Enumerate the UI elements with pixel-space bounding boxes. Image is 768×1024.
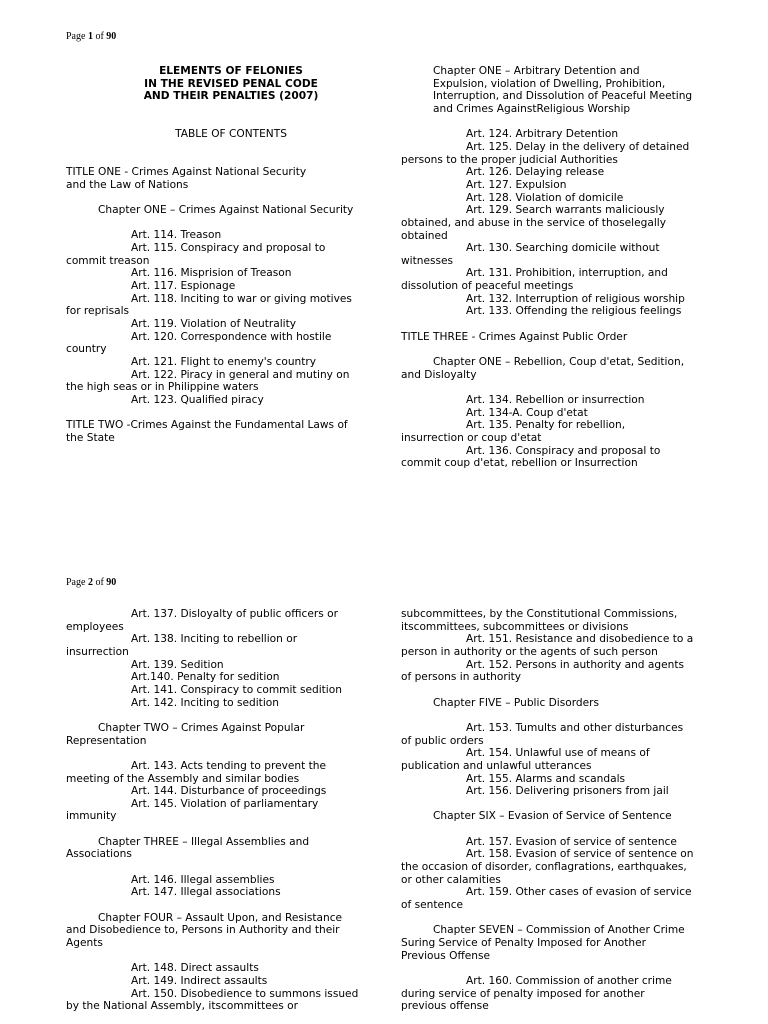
toc-line: Chapter ONE – Arbitrary Detention and	[433, 65, 640, 77]
toc-line: TITLE TWO -Crimes Against the Fundamental Laws of	[66, 419, 348, 432]
toc-line: Chapter FOUR – Assault Upon, and Resistance	[98, 911, 343, 924]
toc-line: Art. 122. Piracy in general and mutiny on	[131, 368, 350, 381]
toc-line: AND THEIR PENALTIES (2007)	[143, 90, 319, 103]
line-gap	[66, 141, 396, 154]
toc-line: Art. 151. Resistance and disobedience to a	[466, 633, 694, 646]
toc-line: and Crimes AgainstReligious Worship	[433, 102, 631, 115]
toc-line: subcommittees, by the Constitutional Commissions,	[401, 608, 678, 620]
toc-line: itscommittees, subcommittees or divisions	[401, 620, 629, 633]
toc-line: Art. 144. Disturbance of proceedings	[131, 785, 327, 798]
line-gap	[66, 950, 396, 963]
toc-line: Art.140. Penalty for sedition	[131, 671, 280, 684]
toc-line: and Disobedience to, Persons in Authority and their	[66, 924, 340, 937]
toc-line: Art. 134-A. Coup d'etat	[466, 406, 588, 419]
toc-line: Art. 156. Delivering prisoners from jail	[466, 785, 669, 798]
toc-line: Art. 141. Conspiracy to commit sedition	[131, 683, 342, 696]
left-column	[66, 608, 396, 1013]
toc-line: and Disloyalty	[401, 368, 477, 381]
line-gap	[401, 116, 721, 129]
toc-line: obtained	[401, 229, 448, 242]
toc-line: Art. 117. Espionage	[131, 280, 236, 293]
line-gap	[401, 684, 721, 697]
toc-line: Agents	[66, 936, 103, 949]
line-gap	[401, 912, 721, 925]
line-gap	[401, 962, 721, 975]
line-gap	[401, 823, 721, 836]
toc-line: immunity	[66, 810, 117, 823]
toc-line: employees	[66, 620, 124, 633]
toc-line: of public orders	[401, 734, 484, 747]
toc-line: Art. 136. Conspiracy and proposal to	[466, 444, 661, 457]
toc-line: publication and unlawful utterances	[401, 759, 592, 772]
page-number-label: Page 2 of 90	[66, 577, 117, 588]
toc-line: insurrection or coup d'etat	[401, 431, 542, 444]
toc-line: meeting of the Assembly and similar bodies	[66, 772, 300, 785]
toc-line: previous offense	[401, 1000, 489, 1013]
line-gap	[66, 103, 396, 116]
toc-line: Art. 137. Disloyalty of public officers or	[131, 608, 338, 620]
toc-line: Art. 143. Acts tending to prevent the	[131, 759, 327, 772]
toc-line: Representation	[66, 734, 147, 747]
line-gap	[66, 154, 396, 167]
document-page-2	[0, 560, 768, 1024]
toc-line: Suring Service of Penalty Imposed for Another	[401, 936, 647, 949]
toc-line: Art. 128. Violation of domicile	[466, 191, 624, 204]
toc-line: for reprisals	[66, 305, 130, 318]
line-gap	[401, 709, 721, 722]
toc-line: Art. 119. Violation of Neutrality	[131, 318, 297, 331]
toc-line: Art. 116. Misprision of Treason	[131, 267, 292, 280]
toc-line: Art. 123. Qualified piracy	[131, 393, 264, 406]
toc-line: or other calamities	[401, 873, 501, 886]
toc-line: TITLE ONE - Crimes Against National Security	[66, 166, 307, 179]
line-gap	[401, 318, 721, 331]
toc-line: during service of penalty imposed for another	[401, 987, 645, 1000]
toc-line: witnesses	[401, 254, 454, 267]
toc-line: obtained, and abuse in the service of thoselegally	[401, 216, 667, 229]
toc-line: Art. 148. Direct assaults	[131, 962, 259, 975]
toc-line: Art. 146. Illegal assemblies	[131, 873, 275, 886]
toc-line: insurrection	[66, 645, 129, 658]
toc-line: commit treason	[66, 254, 150, 267]
toc-line: Chapter TWO – Crimes Against Popular	[98, 721, 305, 734]
line-gap	[401, 798, 721, 811]
toc-line: country	[66, 343, 107, 356]
toc-line: Art. 134. Rebellion or insurrection	[466, 394, 645, 406]
toc-line: Art. 147. Illegal associations	[131, 886, 281, 899]
line-gap	[66, 823, 396, 836]
toc-line: Art. 120. Correspondence with hostile	[131, 330, 332, 343]
line-gap	[66, 116, 396, 129]
toc-line: Art. 154. Unlawful use of means of	[466, 747, 650, 760]
toc-line: Art. 126. Delaying release	[466, 166, 605, 179]
toc-line: Art. 133. Offending the religious feelings	[466, 305, 682, 318]
toc-line: Art. 138. Inciting to rebellion or	[131, 633, 298, 646]
toc-line: Art. 115. Conspiracy and proposal to	[131, 242, 326, 255]
toc-line: ELEMENTS OF FELONIES	[159, 65, 303, 77]
toc-line: Art. 127. Expulsion	[466, 178, 567, 191]
toc-line: and the Law of Nations	[66, 178, 189, 191]
toc-line: the high seas or in Philippine waters	[66, 381, 259, 394]
line-gap	[66, 407, 396, 420]
toc-line: Art. 131. Prohibition, interruption, and	[466, 267, 668, 280]
toc-line: commit coup d'etat, rebellion or Insurrection	[401, 457, 638, 470]
toc-line: Art. 158. Evasion of service of sentence on	[466, 848, 694, 861]
toc-line: persons to the proper judicial Authorities	[401, 153, 618, 166]
toc-line: of sentence	[401, 899, 464, 912]
toc-line: Interruption, and Dissolution of Peaceful Meeting	[433, 90, 693, 103]
toc-line: person in authority or the agents of such person	[401, 645, 658, 658]
toc-line: the occasion of disorder, conflagrations, earthquakes,	[401, 861, 687, 874]
left-column	[66, 65, 396, 445]
toc-line: Art. 159. Other cases of evasion of service	[466, 886, 692, 899]
line-gap	[66, 861, 396, 874]
toc-line: Art. 135. Penalty for rebellion,	[466, 419, 626, 432]
line-gap	[401, 343, 721, 356]
toc-line: Art. 145. Violation of parliamentary	[131, 797, 319, 810]
toc-line: Expulsion, violation of Dwelling, Prohibition,	[433, 77, 666, 90]
toc-line: TITLE THREE - Crimes Against Public Order	[401, 330, 628, 343]
page-number-label: Page 1 of 90	[66, 31, 117, 42]
toc-line: Previous Offense	[401, 949, 491, 962]
toc-line: Art. 149. Indirect assaults	[131, 974, 268, 987]
line-gap	[66, 747, 396, 760]
toc-line: by the National Assembly, itscommittees or	[66, 1000, 298, 1013]
toc-line: Art. 132. Interruption of religious worship	[466, 292, 685, 305]
toc-line: Art. 160. Commission of another crime	[466, 974, 672, 987]
toc-line: Art. 152. Persons in authority and agents	[466, 658, 685, 671]
toc-line: Chapter SIX – Evasion of Service of Sentence	[433, 810, 672, 823]
toc-line: Art. 121. Flight to enemy's country	[131, 356, 317, 368]
line-gap	[401, 381, 721, 394]
toc-line: Art. 124. Arbitrary Detention	[466, 128, 619, 141]
right-column	[401, 65, 721, 470]
toc-line: IN THE REVISED PENAL CODE	[144, 77, 318, 90]
toc-line: Art. 142. Inciting to sedition	[131, 696, 279, 709]
toc-line: Art. 114. Treason	[131, 229, 222, 242]
toc-line: Chapter ONE – Crimes Against National Security	[98, 204, 354, 217]
toc-line: Associations	[66, 848, 132, 861]
toc-line: Art. 139. Sedition	[131, 658, 224, 671]
right-column	[401, 608, 721, 1013]
toc-line: Chapter FIVE – Public Disorders	[433, 696, 600, 709]
toc-line: of persons in authority	[401, 671, 522, 684]
line-gap	[66, 709, 396, 722]
toc-line: Art. 153. Tumults and other disturbances	[466, 721, 684, 734]
line-gap	[66, 192, 396, 205]
line-gap	[66, 217, 396, 230]
line-gap	[66, 899, 396, 912]
toc-line: TABLE OF CONTENTS	[175, 128, 287, 141]
toc-line: Art. 125. Delay in the delivery of detained	[466, 140, 690, 153]
toc-line: the State	[66, 431, 115, 444]
toc-line: Art. 129. Search warrants maliciously	[466, 204, 665, 217]
toc-line: dissolution of peaceful meetings	[401, 280, 574, 293]
toc-line: Chapter THREE – Illegal Assemblies and	[98, 835, 310, 848]
toc-line: Chapter ONE – Rebellion, Coup d'etat, Sedition,	[433, 356, 685, 369]
toc-line: Chapter SEVEN – Commission of Another Crime	[433, 924, 685, 937]
toc-line: Art. 130. Searching domicile without	[466, 242, 660, 255]
toc-line: Art. 157. Evasion of service of sentence	[466, 835, 677, 848]
toc-line: Art. 155. Alarms and scandals	[466, 772, 626, 785]
toc-line: Art. 150. Disobedience to summons issued	[131, 987, 359, 1000]
toc-line: Art. 118. Inciting to war or giving motives	[131, 292, 352, 305]
